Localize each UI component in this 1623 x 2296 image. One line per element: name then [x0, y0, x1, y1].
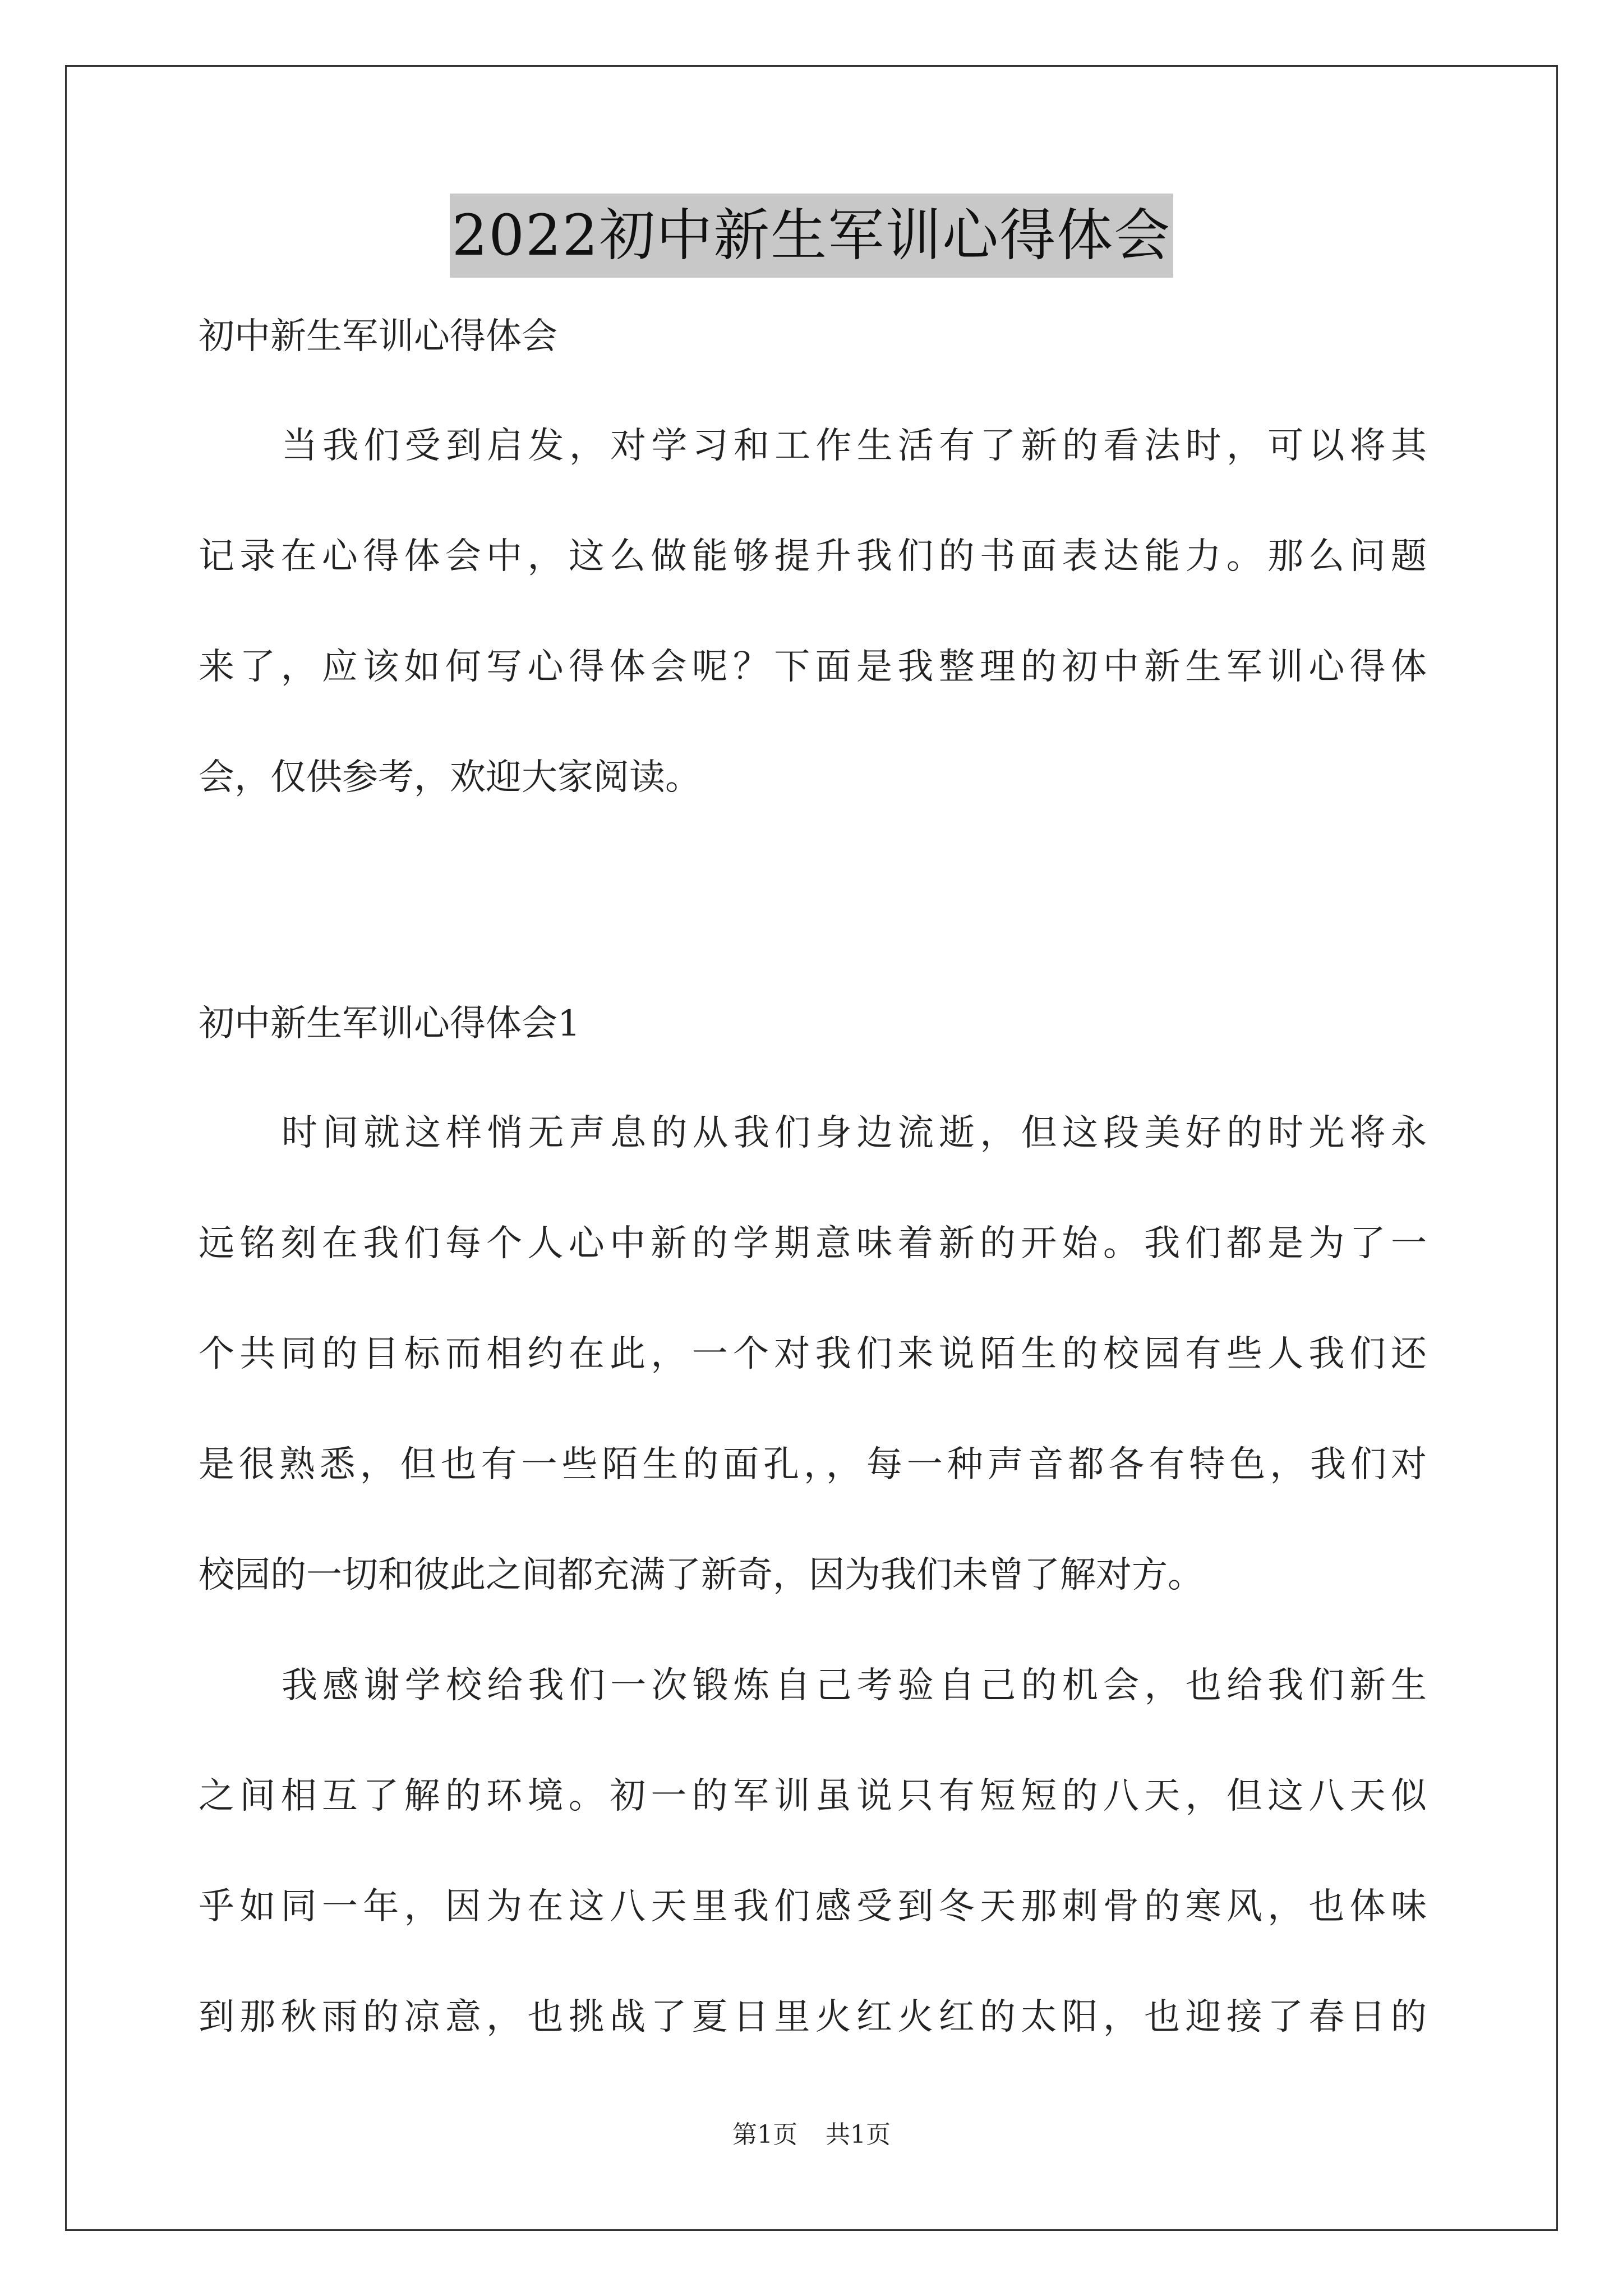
para2-line-4: 到那秋雨的凉意，也挑战了夏日里火红火红的太阳，也迎接了春日的: [199, 1996, 1427, 2038]
document-title: 2022初中新生军训心得体会: [450, 194, 1174, 278]
para2-line-1: 我感谢学校给我们一次锻炼自己考验自己的机会，也给我们新生: [282, 1665, 1427, 1706]
intro-line-2: 记录在心得体会中，这么做能够提升我们的书面表达能力。那么问题: [199, 536, 1427, 577]
para1-line-2: 远铭刻在我们每个人心中新的学期意味着新的开始。我们都是为了一: [199, 1223, 1427, 1264]
para1-line-1: 时间就这样悄无声息的从我们身边流逝，但这段美好的时光将永: [282, 1112, 1427, 1154]
para1-line-4: 是很熟悉，但也有一些陌生的面孔，，每一种声音都各有特色，我们对: [199, 1444, 1427, 1485]
intro-line-3: 来了，应该如何写心得体会呢？下面是我整理的初中新生军训心得体: [199, 646, 1427, 688]
para1-line-5: 校园的一切和彼此之间都充满了新奇，因为我们未曾了解对方。: [199, 1554, 1204, 1596]
page-total: 共1页: [826, 2120, 891, 2149]
page-number: 第1页: [732, 2120, 797, 2149]
title-container: [0, 194, 1623, 278]
para2-line-2: 之间相互了解的环境。初一的军训虽说只有短短的八天，但这八天似: [199, 1775, 1427, 1817]
para1-line-3: 个共同的目标而相约在此，一个对我们来说陌生的校园有些人我们还: [199, 1333, 1427, 1375]
document-subtitle: 初中新生军训心得体会: [199, 316, 557, 357]
intro-line-4: 会，仅供参考，欢迎大家阅读。: [199, 757, 701, 798]
section-heading-1: 初中新生军训心得体会1: [199, 1003, 580, 1045]
intro-line-1: 当我们受到启发，对学习和工作生活有了新的看法时，可以将其: [282, 425, 1427, 467]
page-footer: [0, 2118, 1623, 2152]
para2-line-3: 乎如同一年，因为在这八天里我们感受到冬天那刺骨的寒风，也体味: [199, 1886, 1427, 1927]
